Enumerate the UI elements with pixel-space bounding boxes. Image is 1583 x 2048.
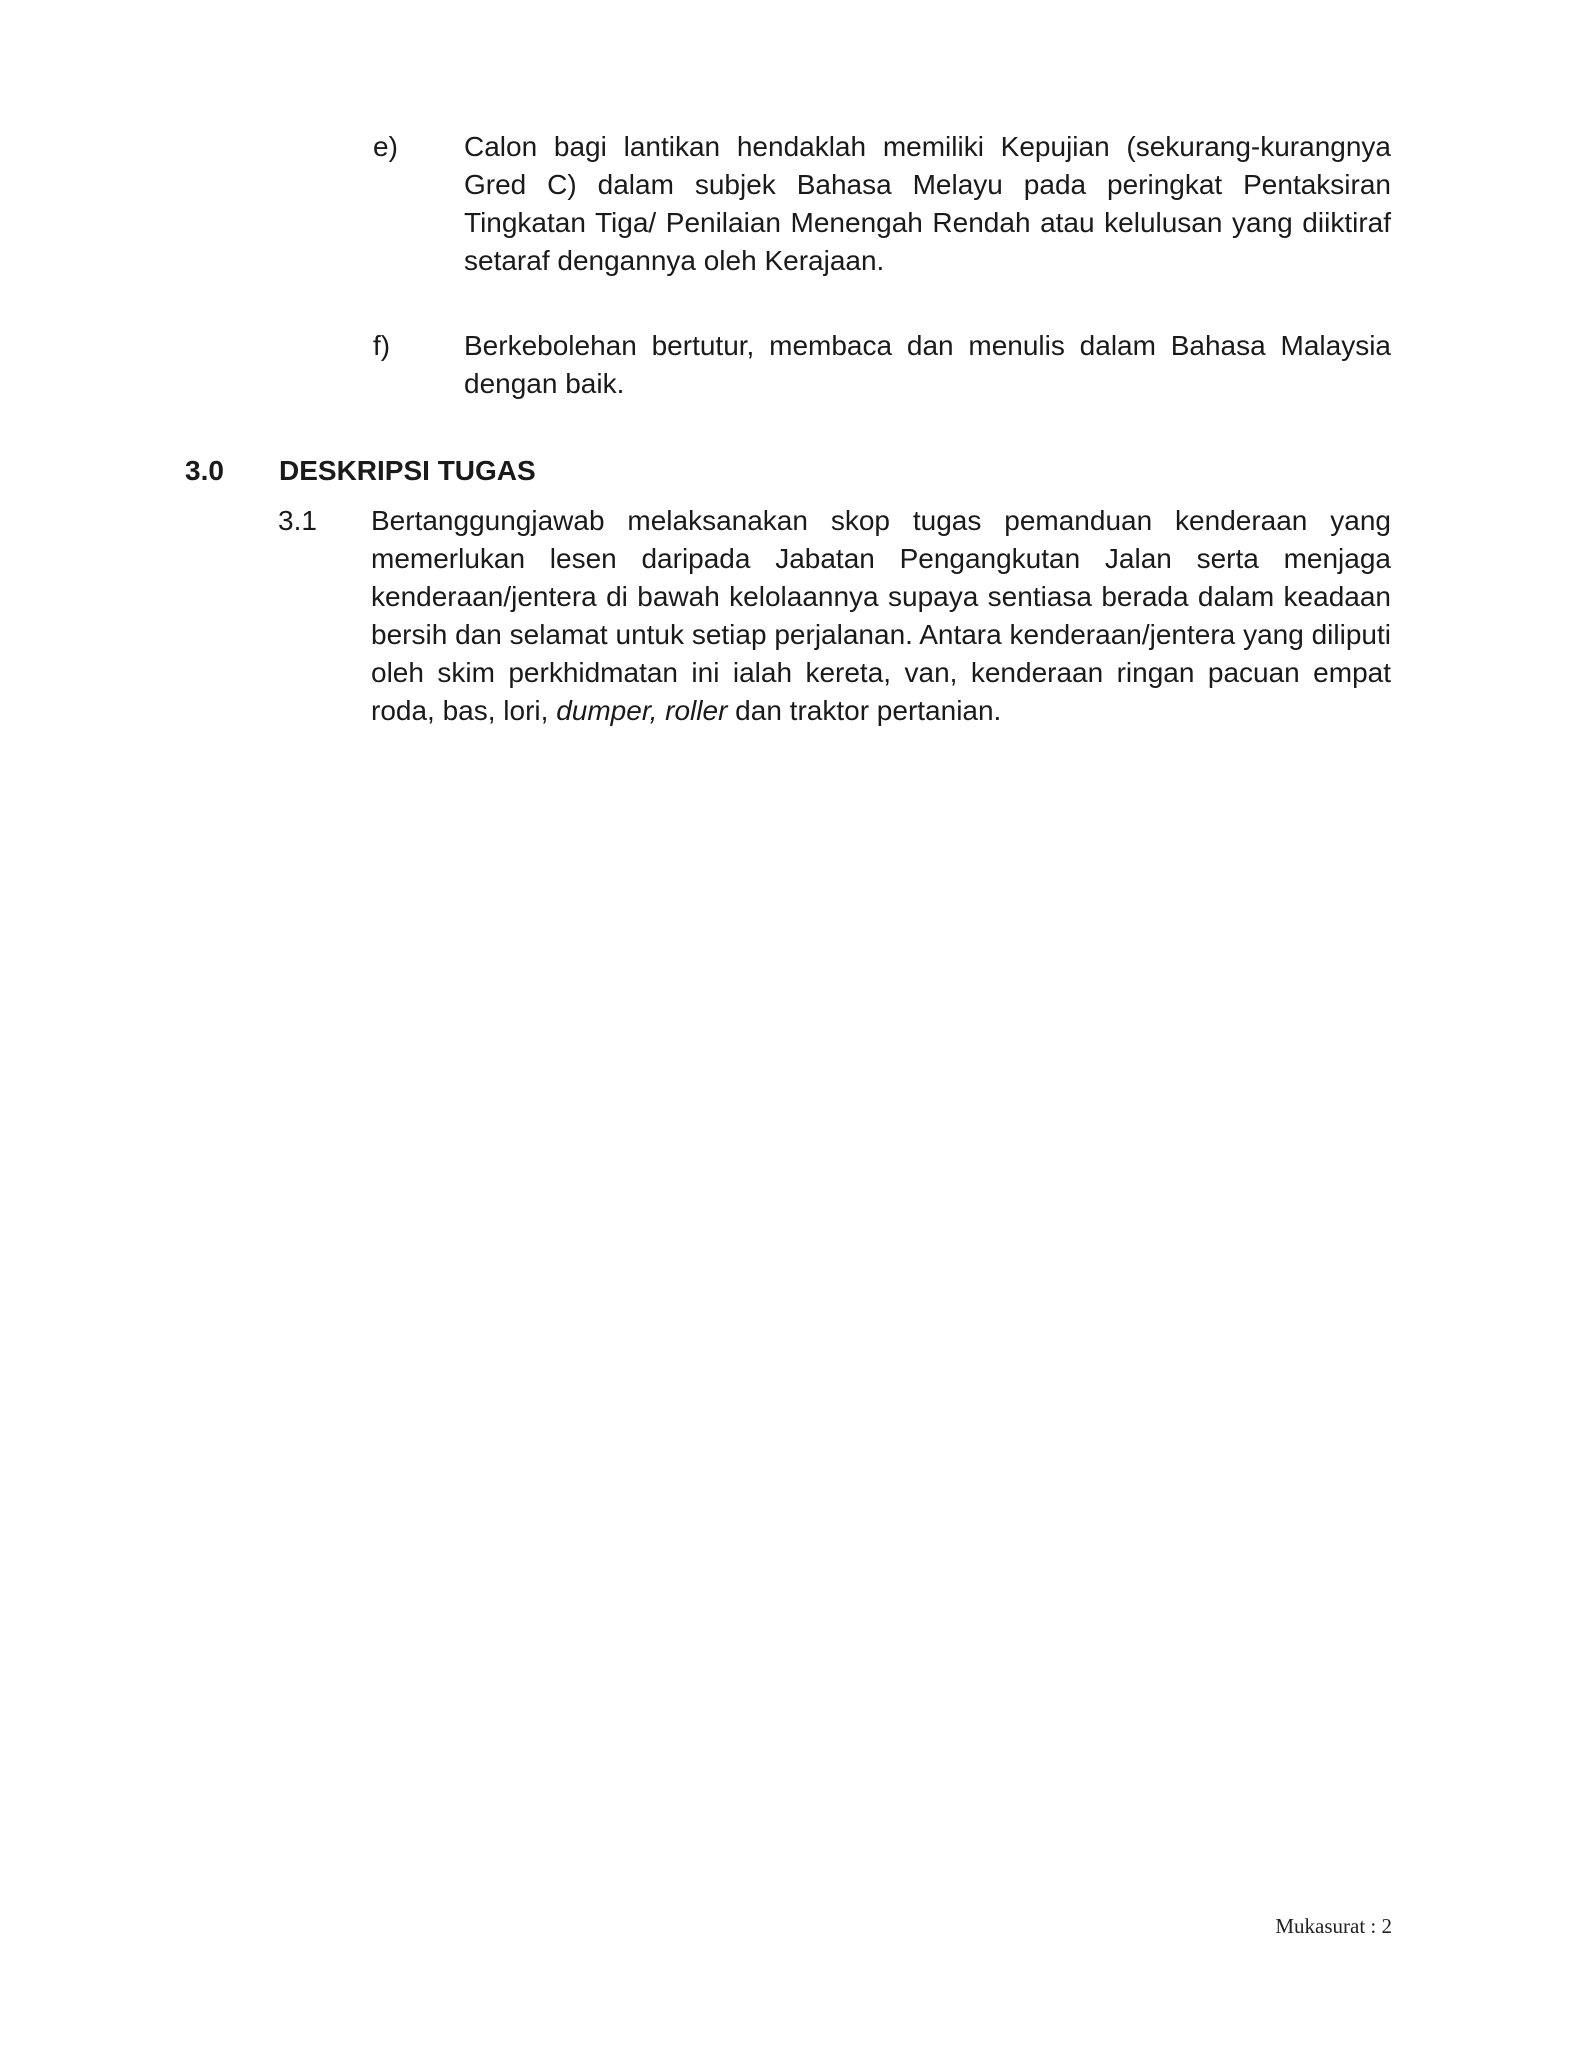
list-marker: e) — [373, 131, 398, 162]
page-number: Mukasurat : 2 — [1275, 1914, 1392, 1938]
list-marker: f) — [373, 330, 391, 361]
subsection-text-italic: dumper, roller — [556, 695, 728, 726]
subsection-text-main: Bertanggungjawab melaksanakan skop tugas pemanduan kenderaan yang memerlukan lesen daripada Jabatan Pengangkutan Jalan serta menjaga kenderaan/jentera di bawah kelolaannya supaya sentiasa berada dalam keadaan bersih dan selamat untuk setiap perjalanan. Antara kenderaan/jentera yang diliputi oleh skim perkhidmatan ini ialah kereta, van, kenderaan ringan pacuan empat roda, bas, lori, — [371, 505, 1391, 726]
subsection-number: 3.1 — [278, 505, 317, 536]
list-item-text: Berkebolehan bertutur, membaca dan menulis dalam Bahasa Malaysia dengan baik. — [464, 330, 1391, 399]
list-item-text: Calon bagi lantikan hendaklah memiliki Kepujian (sekurang-kurangnya Gred C) dalam subjek Bahasa Melayu pada peringkat Pentaksiran Tingkatan Tiga/ Penilaian Menengah Rendah atau kelulusan yang diiktiraf setaraf dengannya oleh Kerajaan. — [464, 131, 1391, 276]
section-number: 3.0 — [185, 455, 224, 486]
subsection-text-end: dan traktor pertanian. — [735, 695, 1002, 726]
section-title: DESKRIPSI TUGAS — [279, 455, 536, 486]
subsection-text — [371, 502, 1391, 730]
